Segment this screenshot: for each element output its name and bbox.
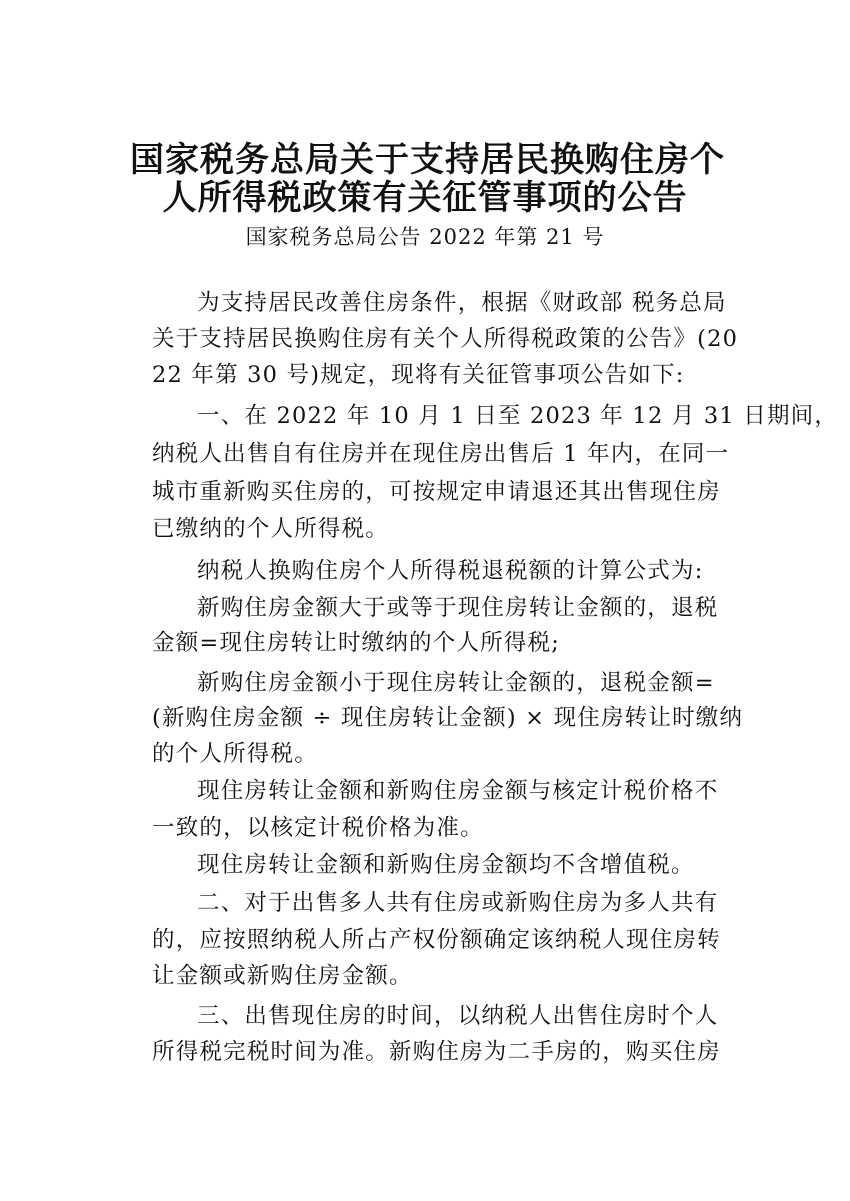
body-line: 现住房转让金额和新购住房金额与核定计税价格不 (197, 778, 719, 804)
body-line: (新购住房金额 ÷ 现住房转让金额) × 现住房转让时缴纳 (152, 705, 744, 731)
body-line: 纳税人出售自有住房并在现住房出售后 1 年内，在同一 (152, 441, 730, 467)
body-line: 一致的，以核定计税价格为准。 (152, 815, 484, 841)
body-line: 城市重新购买住房的，可按规定申请退还其出售现住房 (152, 479, 721, 505)
body-line: 22 年第 30 号)规定，现将有关征管事项公告如下: (152, 362, 685, 388)
body-line: 新购住房金额小于现住房转让金额的，退税金额= (197, 670, 715, 696)
document-title-line-2: 人所得税政策有关征管事项的公告 (162, 178, 688, 218)
body-line: 已缴纳的个人所得税。 (152, 516, 390, 542)
body-line: 所得税完税时间为准。新购住房为二手房的，购买住房 (152, 1039, 721, 1065)
body-line: 现住房转让金额和新购住房金额均不含增值税。 (197, 852, 695, 878)
document-number: 国家税务总局公告 2022 年第 21 号 (245, 225, 605, 249)
body-line: 为支持居民改善住房条件，根据《财政部 税务总局 (197, 290, 727, 316)
document-title-line-1: 国家税务总局关于支持居民换购住房个 (130, 140, 725, 180)
body-line: 的个人所得税。 (152, 741, 318, 767)
body-line: 金额=现住房转让时缴纳的个人所得税; (152, 630, 561, 656)
body-line: 纳税人换购住房个人所得税退税额的计算公式为: (197, 558, 704, 584)
body-line: 二、对于出售多人共有住房或新购住房为多人共有 (197, 890, 719, 916)
body-line: 新购住房金额大于或等于现住房转让金额的，退税 (197, 595, 719, 621)
body-line: 一、在 2022 年 10 月 1 日至 2023 年 12 月 31 日期间， (197, 403, 839, 429)
body-line: 的，应按照纳税人所占产权份额确定该纳税人现住房转 (152, 927, 721, 953)
body-line: 让金额或新购住房金额。 (152, 963, 413, 989)
body-line: 关于支持居民换购住房有关个人所得税政策的公告》(20 (152, 326, 739, 352)
body-line: 三、出售现住房的时间，以纳税人出售住房时个人 (197, 1003, 719, 1029)
